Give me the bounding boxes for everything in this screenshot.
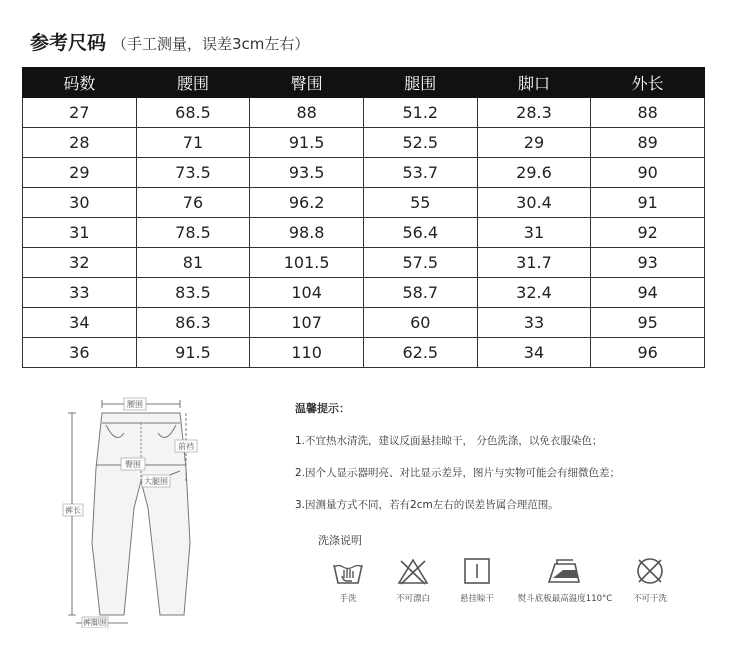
table-cell: 51.2 [363,98,477,128]
table-cell: 57.5 [363,248,477,278]
table-cell: 107 [250,308,364,338]
tips-section [295,400,715,529]
size-reference-title: 参考尺码 [30,32,107,54]
table-row [23,98,705,128]
hip-label: 臀围 [125,460,141,469]
table-cell: 32 [23,248,137,278]
table-cell: 88 [250,98,364,128]
table-cell: 110 [250,338,364,368]
table-row [23,128,705,158]
column-header-size: 码数 [23,68,137,98]
wash-label: 熨斗底板最高温度110°C [517,594,613,604]
wash-item-no-bleach [385,556,441,604]
table-cell: 28.3 [477,98,591,128]
wash-item-hang-dry [449,556,505,604]
table-cell: 60 [363,308,477,338]
table-cell: 78.5 [136,218,250,248]
table-row [23,188,705,218]
wash-item-hand-wash [320,556,376,604]
leg-opening-label: 裤脚围 [83,618,107,627]
wash-label: 不可漂白 [395,594,430,604]
table-cell: 92 [591,218,705,248]
wash-label: 手洗 [339,594,357,604]
table-cell: 95 [591,308,705,338]
table-row [23,278,705,308]
table-cell: 68.5 [136,98,250,128]
iron-icon [545,556,585,586]
column-header-thigh: 腿围 [363,68,477,98]
wash-label: 悬挂晾干 [459,594,494,604]
table-cell: 29.6 [477,158,591,188]
column-header-leg-opening: 脚口 [477,68,591,98]
table-cell: 71 [136,128,250,158]
wash-label: 不可干洗 [632,594,667,604]
tip-item: 2.因个人显示器明亮、对比显示差异，图片与实物可能会有细微色差； [295,467,621,479]
table-cell: 73.5 [136,158,250,188]
table-cell: 104 [250,278,364,308]
table-cell: 32.4 [477,278,591,308]
table-cell: 88 [591,98,705,128]
table-row [23,308,705,338]
column-header-hip: 臀围 [250,68,364,98]
wash-item-iron [505,556,625,604]
column-header-length: 外长 [591,68,705,98]
table-row [23,338,705,368]
wash-item-no-dry-clean [622,556,678,604]
table-header-row [23,68,705,98]
table-cell: 83.5 [136,278,250,308]
no-dry-clean-icon [633,556,667,586]
length-label: 裤长 [65,506,81,515]
table-cell: 94 [591,278,705,308]
table-cell: 33 [23,278,137,308]
table-cell: 28 [23,128,137,158]
table-cell: 30.4 [477,188,591,218]
table-cell: 52.5 [363,128,477,158]
table-cell: 55 [363,188,477,218]
table-cell: 31.7 [477,248,591,278]
table-cell: 93.5 [250,158,364,188]
table-cell: 31 [23,218,137,248]
tip-item: 1.不宜热水清洗，建议反面悬挂晾干， 分色洗涤，以免衣服染色； [295,435,603,447]
table-cell: 36 [23,338,137,368]
hang-dry-icon [460,556,494,586]
table-cell: 29 [477,128,591,158]
table-cell: 34 [23,308,137,338]
table-cell: 101.5 [250,248,364,278]
table-cell: 93 [591,248,705,278]
table-cell: 76 [136,188,250,218]
table-cell: 98.8 [250,218,364,248]
table-cell: 96 [591,338,705,368]
thigh-label: 大腿围 [144,477,168,486]
page-title [30,28,309,55]
table-cell: 89 [591,128,705,158]
table-cell: 96.2 [250,188,364,218]
table-cell: 34 [477,338,591,368]
table-cell: 86.3 [136,308,250,338]
table-cell: 91.5 [136,338,250,368]
measurement-note: （手工测量，误差3cm左右） [112,35,310,53]
table-row [23,158,705,188]
table-cell: 53.7 [363,158,477,188]
table-row [23,248,705,278]
waist-label: 腰围 [127,400,143,409]
table-cell: 31 [477,218,591,248]
size-table [22,67,705,368]
table-row [23,218,705,248]
tips-title: 温馨提示： [295,402,350,415]
tip-item: 3.因测量方式不同，若有2cm左右的误差皆属合理范围。 [295,499,559,511]
column-header-waist: 腰围 [136,68,250,98]
table-cell: 62.5 [363,338,477,368]
pants-measurement-diagram [62,393,228,628]
hand-wash-icon [331,556,365,586]
table-cell: 58.7 [363,278,477,308]
table-cell: 30 [23,188,137,218]
washing-instructions-title: 洗涤说明 [318,534,362,547]
table-cell: 91.5 [250,128,364,158]
table-cell: 56.4 [363,218,477,248]
table-cell: 33 [477,308,591,338]
table-cell: 81 [136,248,250,278]
no-bleach-icon [396,556,430,586]
table-cell: 90 [591,158,705,188]
table-cell: 27 [23,98,137,128]
front-rise-label: 前裆 [178,442,194,451]
table-cell: 29 [23,158,137,188]
table-cell: 91 [591,188,705,218]
